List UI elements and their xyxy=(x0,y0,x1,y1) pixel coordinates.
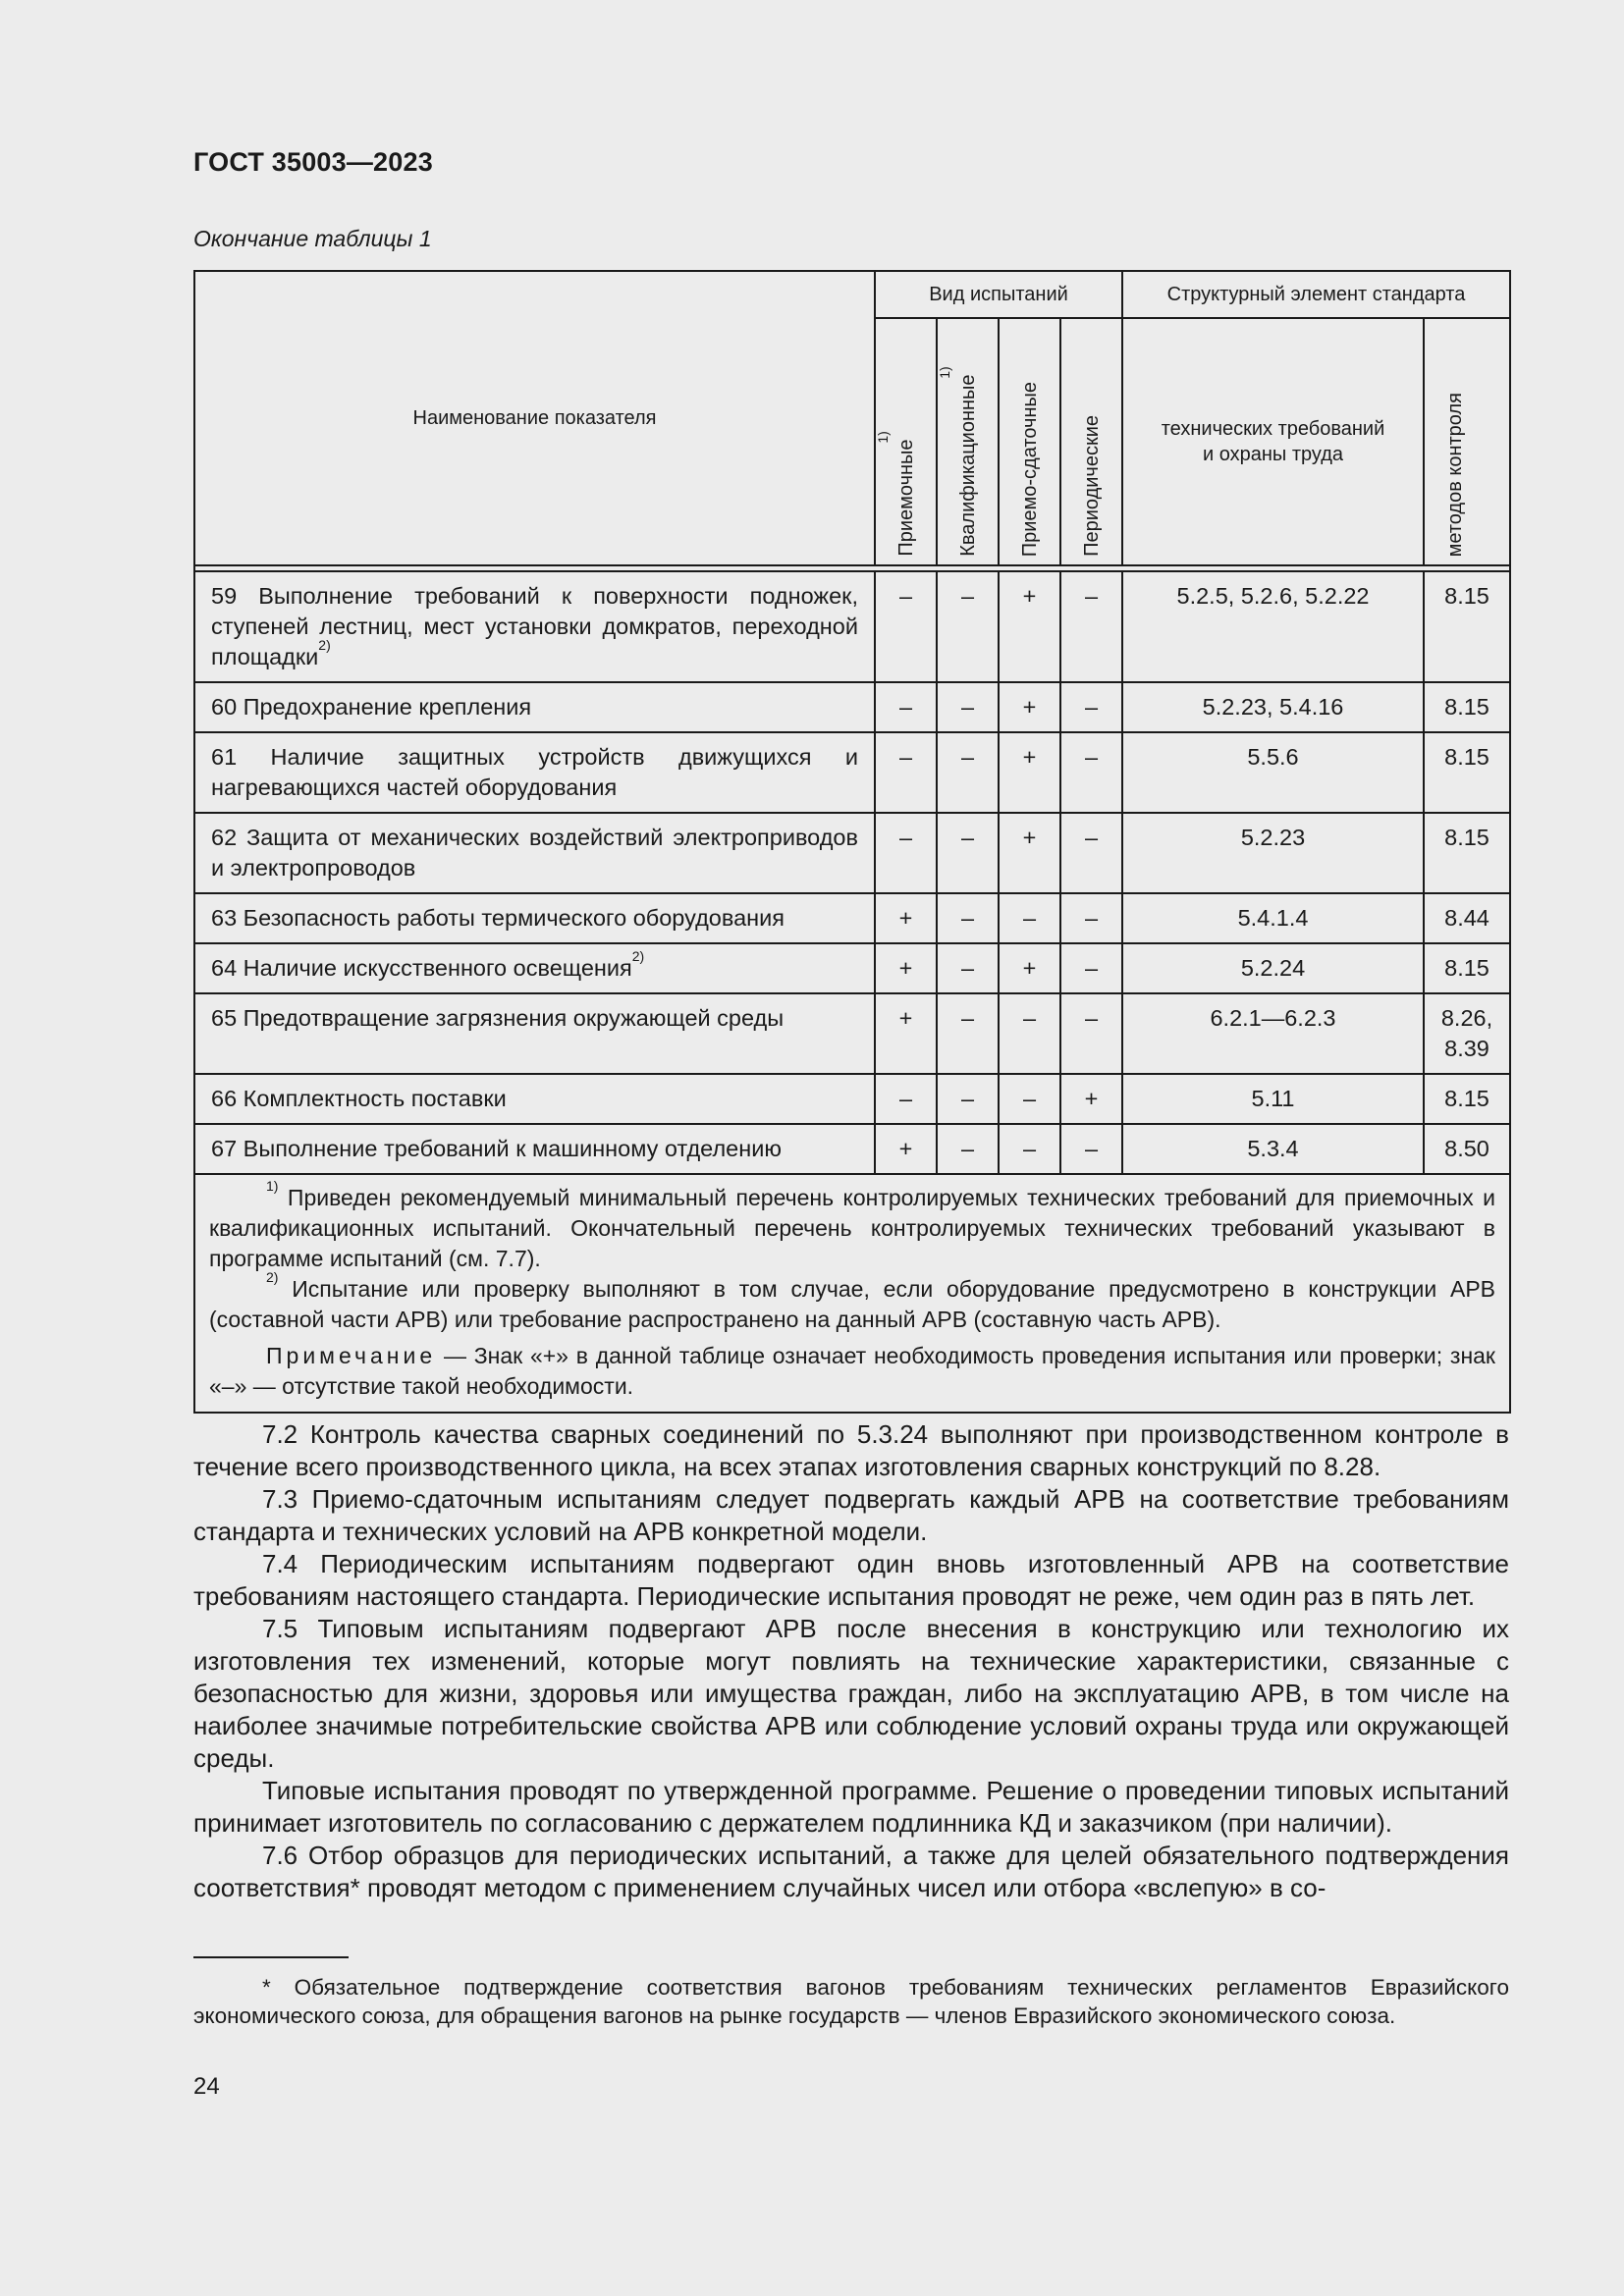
table-row: 65 Предотвращение загрязнения окружающей среды + – – – 6.2.1—6.2.3 8.26, 8.39 xyxy=(194,993,1510,1074)
table-footnote-1: $^{1)}$ Приведен рекомендуемый минимальный перечень контролируемых технических требований для приемочных и квалификационных испытаний. Окончательный перечень контролируемых технических требований указывают в программе испытаний (см. 7.7). xyxy=(209,1178,1495,1271)
table-row: 60 Предохранение крепления – – + – 5.2.23, 5.4.16 8.15 xyxy=(194,682,1510,732)
table-row: 66 Комплектность поставки – – – + 5.11 8.15 xyxy=(194,1074,1510,1124)
page-number: 24 xyxy=(193,2073,220,2100)
paragraph-typical-tests: Типовые испытания проводят по утвержденной программе. Решение о проведении типовых испытаний принимает изготовитель по согласованию с держателем подлинника КД и заказчиком (при наличии). xyxy=(193,1776,1509,1838)
paragraph-7-5: 7.5 Типовым испытаниям подвергают АРВ после внесения в конструкцию или технологию их изготовления тех изменений, которые могут повлиять на технические характеристики, связанные с безопасностью для жизни, здоровья или имущества граждан, либо на эксплуатацию АРВ, в том числе на наиболее значимые потребительские свойства АРВ или соблюдение условий охраны труда или окружающей среды. xyxy=(193,1614,1509,1773)
header-acceptance: Приемочные$^{1)}$ xyxy=(875,318,937,565)
table-note: Примечание — Знак «+» в данной таблице означает необходимость проведения испытания или проверки; знак «–» — отсутствие такой необходимости. xyxy=(209,1343,1495,1399)
header-test-type: Вид испытаний xyxy=(875,271,1122,318)
table-row: 61 Наличие защитных устройств движущихся и нагревающихся частей оборудования – – + – 5.5.6 8.15 xyxy=(194,732,1510,813)
table-row: 62 Защита от механических воздействий электроприводов и электропроводов – – + – 5.2.23 8.15 xyxy=(194,813,1510,893)
table-row: 63 Безопасность работы термического оборудования + – – – 5.4.1.4 8.44 xyxy=(194,893,1510,943)
header-acceptance-delivery: Приемо-сдаточные xyxy=(999,318,1060,565)
table-row: 59 Выполнение требований к поверхности подножек, ступеней лестниц, мест установки домкратов, переходной площадки$^{2)}$ – – + – 5.2.5, 5.2.6, 5.2.22 8.15 xyxy=(194,571,1510,682)
table-notes xyxy=(194,1174,1510,1413)
table-row: 67 Выполнение требований к машинному отделению + – – – 5.3.4 8.50 xyxy=(194,1124,1510,1174)
header-technical-requirements: технических требований и охраны труда xyxy=(1122,318,1424,565)
header-control-methods: методов контроля xyxy=(1424,318,1510,565)
paragraph-7-3: 7.3 Приемо-сдаточным испытаниям следует подвергать каждый АРВ на соответствие требованиям стандарта и технических условий на АРВ конкретной модели. xyxy=(193,1484,1509,1546)
body-text xyxy=(193,1418,1509,1904)
requirements-table xyxy=(193,270,1511,1414)
paragraph-7-4: 7.4 Периодическим испытаниям подвергают один вновь изготовленный АРВ на соответствие требованиям настоящего стандарта. Периодические испытания проводят не реже, чем один раз в пять лет. xyxy=(193,1549,1509,1611)
paragraph-7-6: 7.6 Отбор образцов для периодических испытаний, а также для целей обязательного подтверждения соответствия* проводят методом с применением случайных чисел или отбора «вслепую» в со- xyxy=(193,1841,1509,1902)
header-indicator-name: Наименование показателя xyxy=(194,271,875,565)
page-footnote: * Обязательное подтверждение соответствия вагонов требованиям технических регламентов Евразийского экономического союза, для обращения вагонов на рынке государств — членов Евразийского экономического союза. xyxy=(193,1975,1509,2028)
paragraph-7-2: 7.2 Контроль качества сварных соединений по 5.3.24 выполняют при производственном контроле в течение всего производственного цикла, на всех этапах изготовления сварных конструкций по 8.28. xyxy=(193,1419,1509,1481)
table-caption: Окончание таблицы 1 xyxy=(193,226,432,251)
header-qualification: Квалификационные$^{1)}$ xyxy=(937,318,999,565)
table-footnote-2: $^{2)}$ Испытание или проверку выполняют в том случае, если оборудование предусмотрено в конструкции АРВ (составной части АРВ) или требование распространено на данный АРВ (составную часть АРВ). xyxy=(209,1269,1496,1332)
header-structural-element: Структурный элемент стандарта xyxy=(1122,271,1510,318)
header-periodic: Периодические xyxy=(1060,318,1122,565)
document-id: ГОСТ 35003—2023 xyxy=(193,147,433,177)
table-row: 64 Наличие искусственного освещения$^{2)}$ + – + – 5.2.24 8.15 xyxy=(194,943,1510,993)
footnote-divider xyxy=(193,1956,349,1958)
